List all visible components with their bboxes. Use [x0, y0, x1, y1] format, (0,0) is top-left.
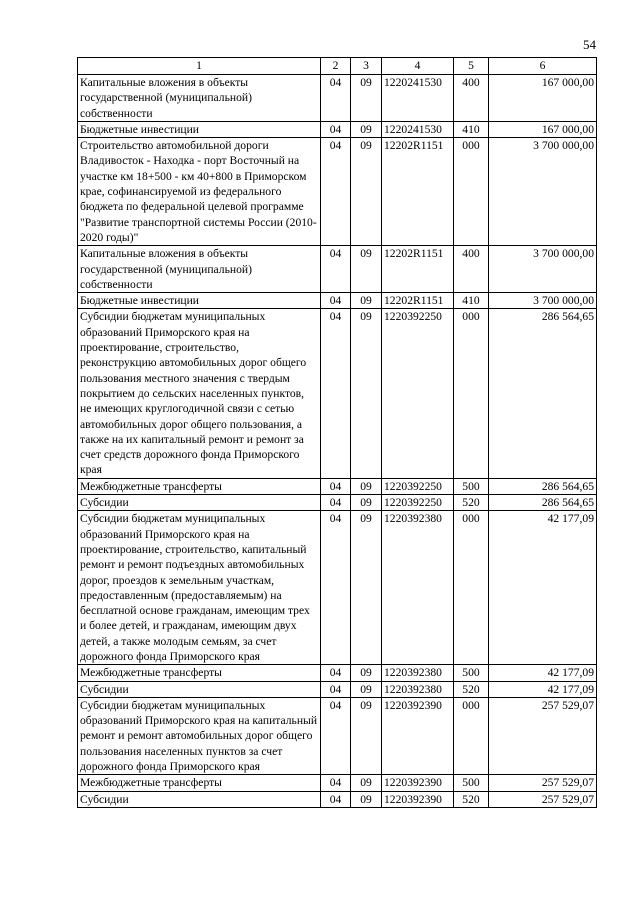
row-expense-type: 000 [454, 697, 489, 774]
table-row [78, 293, 597, 309]
row-subsection-code: 09 [351, 495, 382, 511]
row-target-code: 1220392250 [382, 478, 454, 494]
column-header: 4 [382, 58, 454, 75]
table-row [78, 246, 597, 293]
row-name: Субсидии [78, 681, 321, 697]
row-target-code: 1220392380 [382, 511, 454, 665]
row-name: Субсидии бюджетам муниципальных образований Приморского края на проектирование, строительство, капитальный ремонт и ремонт подъездных автомобильных дорог, проездов к земельным участкам, предоставленным (предоставляемым) на бесплатной основе гражданам, имеющим трех и более детей, и гражданам, имеющим двух детей, а также молодым семьям, за счет дорожного фонда Приморского края [78, 511, 321, 665]
table-row [78, 791, 597, 807]
row-target-code: 12202R1151 [382, 246, 454, 293]
column-header: 6 [489, 58, 597, 75]
row-amount: 3 700 000,00 [489, 293, 597, 309]
row-name: Межбюджетные трансферты [78, 775, 321, 791]
row-expense-type: 400 [454, 246, 489, 293]
row-name: Субсидии [78, 791, 321, 807]
row-target-code: 1220392250 [382, 495, 454, 511]
row-section-code: 04 [321, 681, 351, 697]
row-target-code: 1220392380 [382, 665, 454, 681]
table-row [78, 665, 597, 681]
row-section-code: 04 [321, 138, 351, 246]
row-amount: 257 529,07 [489, 791, 597, 807]
row-name: Межбюджетные трансферты [78, 665, 321, 681]
row-amount: 286 564,65 [489, 478, 597, 494]
table-row [78, 478, 597, 494]
row-section-code: 04 [321, 121, 351, 137]
row-section-code: 04 [321, 75, 351, 122]
row-name: Бюджетные инвестиции [78, 121, 321, 137]
row-expense-type: 000 [454, 511, 489, 665]
row-target-code: 1220392390 [382, 775, 454, 791]
row-name: Субсидии бюджетам муниципальных образований Приморского края на проектирование, строительство, реконструкцию автомобильных дорог общего пользования местного значения с твердым покрытием до сельских населенных пунктов, не имеющих круглогодичной связи с сетью автомобильных дорог общего пользования, а также на их капитальный ремонт и ремонт за счет средств дорожного фонда Приморского края [78, 309, 321, 478]
row-expense-type: 520 [454, 495, 489, 511]
row-expense-type: 500 [454, 775, 489, 791]
table-row [78, 775, 597, 791]
table-row [78, 495, 597, 511]
row-target-code: 1220392380 [382, 681, 454, 697]
row-amount: 42 177,09 [489, 665, 597, 681]
row-expense-type: 000 [454, 309, 489, 478]
row-target-code: 12202R1151 [382, 138, 454, 246]
table-row [78, 138, 597, 246]
row-subsection-code: 09 [351, 478, 382, 494]
row-expense-type: 400 [454, 75, 489, 122]
row-subsection-code: 09 [351, 293, 382, 309]
column-header: 5 [454, 58, 489, 75]
table-row [78, 121, 597, 137]
row-name: Межбюджетные трансферты [78, 478, 321, 494]
row-subsection-code: 09 [351, 121, 382, 137]
table-row [78, 309, 597, 478]
row-section-code: 04 [321, 293, 351, 309]
row-subsection-code: 09 [351, 138, 382, 246]
row-amount: 167 000,00 [489, 121, 597, 137]
row-amount: 257 529,07 [489, 697, 597, 774]
row-name: Бюджетные инвестиции [78, 293, 321, 309]
table-row [78, 697, 597, 774]
row-target-code: 1220241530 [382, 75, 454, 122]
row-name: Капитальные вложения в объекты государственной (муниципальной) собственности [78, 246, 321, 293]
row-subsection-code: 09 [351, 75, 382, 122]
row-amount: 3 700 000,00 [489, 246, 597, 293]
row-amount: 42 177,09 [489, 681, 597, 697]
row-name: Строительство автомобильной дороги Владивосток - Находка - порт Восточный на участке км 18+500 - км 40+800 в Приморском крае, софинансируемой из федерального бюджета по федеральной целевой программе "Развитие транспортной системы России (2010-2020 годы)" [78, 138, 321, 246]
row-target-code: 1220392390 [382, 791, 454, 807]
row-section-code: 04 [321, 665, 351, 681]
row-subsection-code: 09 [351, 791, 382, 807]
row-amount: 257 529,07 [489, 775, 597, 791]
row-section-code: 04 [321, 309, 351, 478]
row-subsection-code: 09 [351, 309, 382, 478]
row-amount: 286 564,65 [489, 309, 597, 478]
row-subsection-code: 09 [351, 681, 382, 697]
row-target-code: 1220392250 [382, 309, 454, 478]
row-expense-type: 410 [454, 293, 489, 309]
column-header: 2 [321, 58, 351, 75]
row-section-code: 04 [321, 775, 351, 791]
table-row [78, 681, 597, 697]
row-subsection-code: 09 [351, 511, 382, 665]
page-number: 54 [583, 37, 596, 52]
row-amount: 286 564,65 [489, 495, 597, 511]
row-expense-type: 410 [454, 121, 489, 137]
row-expense-type: 500 [454, 478, 489, 494]
row-expense-type: 500 [454, 665, 489, 681]
row-amount: 42 177,09 [489, 511, 597, 665]
row-target-code: 12202R1151 [382, 293, 454, 309]
row-amount: 3 700 000,00 [489, 138, 597, 246]
row-section-code: 04 [321, 697, 351, 774]
row-expense-type: 520 [454, 681, 489, 697]
row-section-code: 04 [321, 246, 351, 293]
row-target-code: 1220241530 [382, 121, 454, 137]
column-header: 1 [78, 58, 321, 75]
row-target-code: 1220392390 [382, 697, 454, 774]
row-subsection-code: 09 [351, 665, 382, 681]
row-expense-type: 000 [454, 138, 489, 246]
table-row [78, 511, 597, 665]
column-header: 3 [351, 58, 382, 75]
row-section-code: 04 [321, 495, 351, 511]
row-section-code: 04 [321, 791, 351, 807]
row-expense-type: 520 [454, 791, 489, 807]
row-section-code: 04 [321, 511, 351, 665]
row-amount: 167 000,00 [489, 75, 597, 122]
row-subsection-code: 09 [351, 697, 382, 774]
row-subsection-code: 09 [351, 246, 382, 293]
row-name: Капитальные вложения в объекты государственной (муниципальной) собственности [78, 75, 321, 122]
row-section-code: 04 [321, 478, 351, 494]
row-subsection-code: 09 [351, 775, 382, 791]
table-row [78, 75, 597, 122]
row-name: Субсидии бюджетам муниципальных образований Приморского края на капитальный ремонт и ремонт автомобильных дорог общего пользования населенных пунктов за счет дорожного фонда Приморского края [78, 697, 321, 774]
row-name: Субсидии [78, 495, 321, 511]
header-row [78, 58, 597, 75]
budget-table [77, 57, 597, 808]
